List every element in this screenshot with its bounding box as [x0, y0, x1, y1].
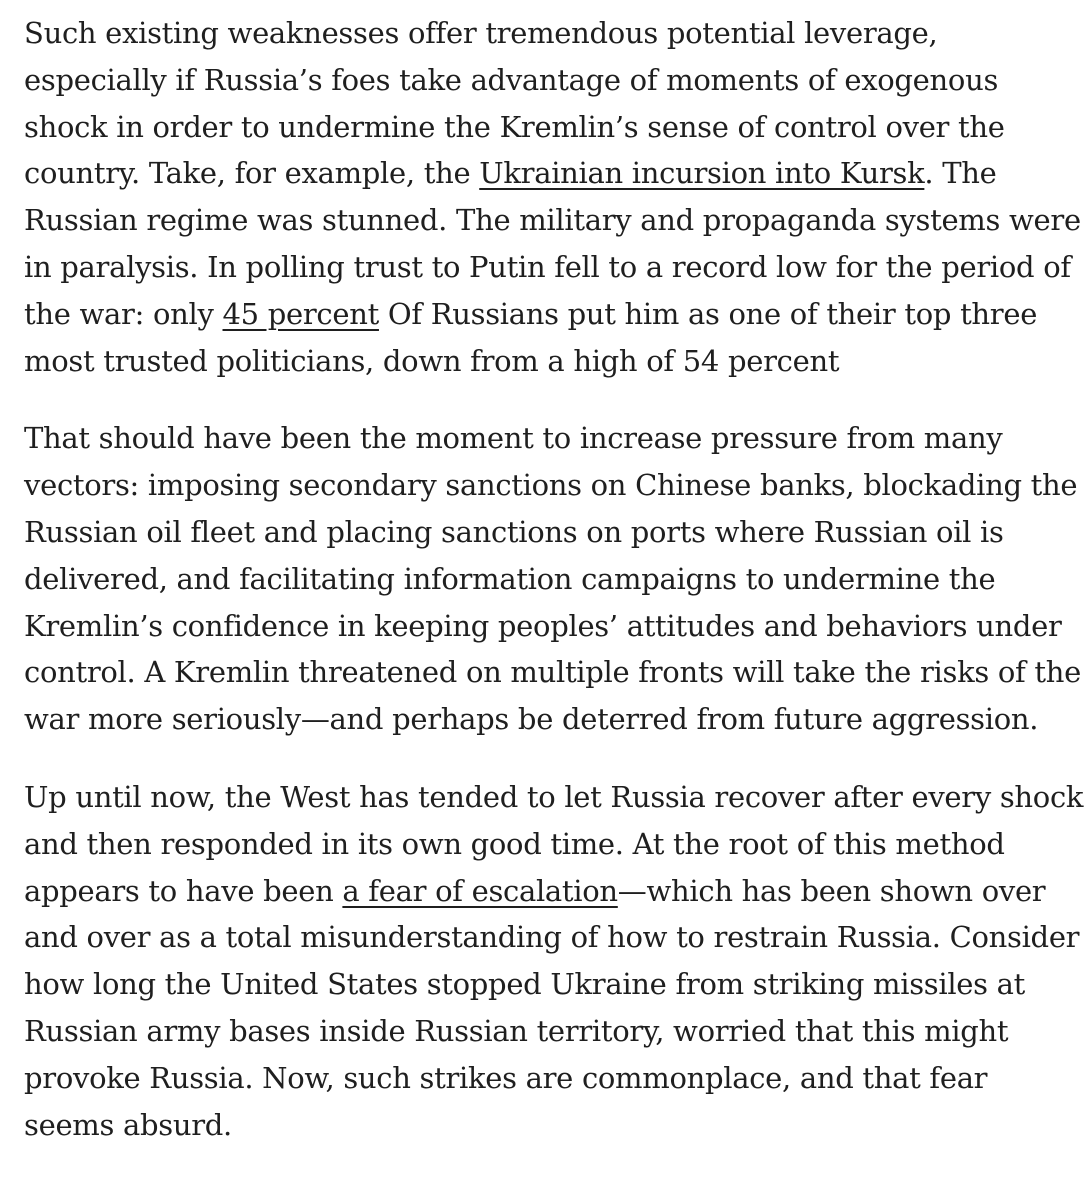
paragraph-2: That should have been the moment to increase pressure from many vectors: imposing secondary sanctions on Chinese banks, blockading the Russian oil fleet and placing sanctions on ports where Russian oil is delivered, and facilitating information campaigns to undermine the Kremlin’s confidence in keeping peoples’ attitudes and behaviors under control. A Kremlin threatened on multiple fronts will take the risks of the war more seriously—and perhaps be deterred from future aggression.: [24, 421, 1081, 737]
paragraph-3-text-a: Up until now, the West has tended to let Russia recover after every shock and then responded in its own good time. At the root of this method appears to have been: [24, 779, 1084, 908]
paragraph-1: [24, 10, 1084, 384]
paragraph-3-text-b: —which has been shown over and over as a total misunderstanding of how to restrain Russia. Consider how long the United States stopped Ukraine from striking missiles at Russian army bases inside Russian territory, worried that this might provoke Russia. Now, such strikes are commonplace, and that fear seems absurd.: [24, 873, 1080, 1142]
paragraph-1-text-a: Such existing weaknesses offer tremendous potential leverage, especially if Russia’s foes take advantage of moments of exogenous shock in order to undermine the Kremlin’s sense of control over the country. Take, for example, the: [24, 16, 1005, 191]
link-ukrainian-incursion-kursk[interactable]: Ukrainian incursion into Kursk: [479, 156, 925, 191]
article-body: [24, 10, 1084, 1148]
link-45-percent[interactable]: 45 percent: [222, 296, 379, 331]
link-fear-of-escalation[interactable]: a fear of escalation: [342, 873, 618, 908]
paragraph-1-text-c: Of Russians put him as one of their top three most trusted politicians, down from a high of 54 percent: [24, 296, 1038, 378]
paragraph-3: [24, 774, 1084, 1148]
paragraph-1-text-b: . The Russian regime was stunned. The military and propaganda systems were in paralysis. In polling trust to Putin fell to a record low for the period of the war: only: [24, 156, 1081, 331]
